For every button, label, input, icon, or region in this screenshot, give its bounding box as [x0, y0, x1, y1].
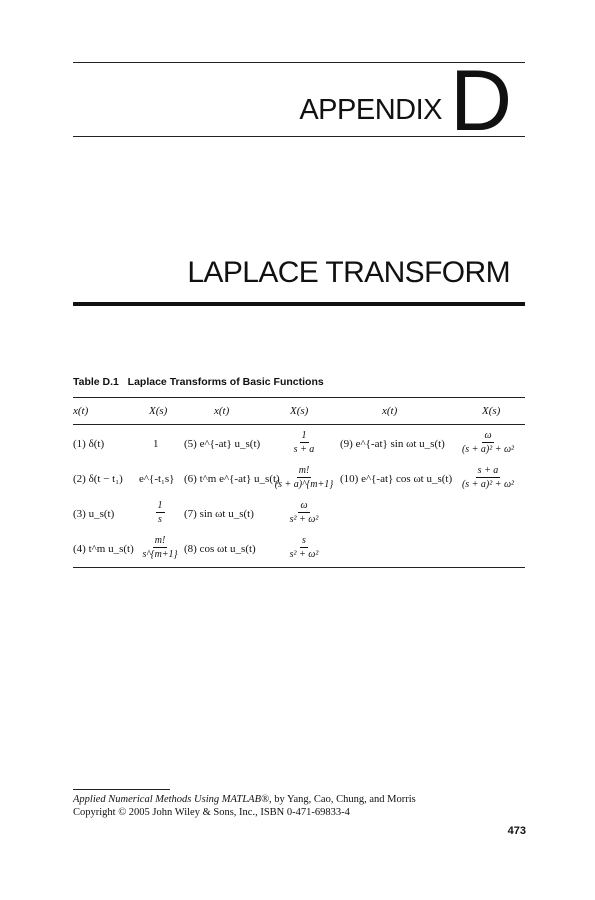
table-header-rule — [73, 424, 525, 425]
transform-9-function: (9) e^{-at} sin ωt u_s(t) — [340, 438, 445, 450]
table-row-2 — [73, 463, 525, 499]
appendix-label: APPENDIX — [299, 94, 442, 126]
transform-8-numerator: s — [302, 535, 306, 546]
transform-7-function: (7) sin ωt u_s(t) — [184, 508, 254, 520]
transform-10-result — [451, 464, 525, 491]
table-row-4 — [73, 533, 525, 569]
chapter-title: LAPLACE TRANSFORM — [187, 256, 510, 289]
transform-8-function: (8) cos ωt u_s(t) — [184, 543, 256, 555]
transform-2-result: e^{-t₁s} — [139, 473, 175, 485]
transform-4-result — [141, 534, 179, 561]
transform-8-denominator: s² + ω² — [289, 549, 319, 560]
header-xs-2: X(s) — [290, 405, 309, 417]
transform-7-result — [271, 499, 337, 526]
footnote — [73, 793, 525, 819]
title-rule — [73, 302, 525, 306]
transform-10-numerator: s + a — [477, 465, 499, 476]
table-caption — [73, 376, 523, 388]
transform-2-function: (2) δ(t − t₁) — [73, 473, 123, 485]
footnote-citation — [73, 793, 525, 806]
book-title: Applied Numerical Methods Using MATLAB® — [73, 794, 269, 805]
table-row-3 — [73, 498, 525, 534]
transform-5-function: (5) e^{-at} u_s(t) — [184, 438, 261, 450]
table-caption-number: Table D.1 — [73, 376, 119, 388]
transform-4-numerator: m! — [154, 535, 166, 546]
table-row-1 — [73, 428, 525, 464]
transform-1-result: 1 — [153, 438, 159, 450]
header-xt-2: x(t) — [214, 405, 230, 417]
appendix-letter: D — [450, 53, 513, 149]
transform-3-denominator: s — [158, 514, 162, 525]
transform-10-denominator: (s + a)² + ω² — [461, 479, 515, 490]
transform-4-function: (4) t^m u_s(t) — [73, 543, 134, 555]
transform-1-function: (1) δ(t) — [73, 438, 105, 450]
transform-6-numerator: m! — [298, 465, 310, 476]
transform-6-denominator: (s + a)^{m+1} — [274, 479, 334, 490]
header-xt-1: x(t) — [73, 405, 89, 417]
transform-5-result — [271, 429, 337, 456]
transform-3-function: (3) u_s(t) — [73, 508, 115, 520]
transform-9-numerator: ω — [484, 430, 492, 441]
transform-4-denominator: s^{m+1} — [142, 549, 178, 560]
transform-3-numerator: 1 — [157, 500, 163, 511]
transform-7-numerator: ω — [300, 500, 308, 511]
transform-7-denominator: s² + ω² — [289, 514, 319, 525]
header-xs-3: X(s) — [482, 405, 501, 417]
transform-9-result — [451, 429, 525, 456]
transform-8-result — [271, 534, 337, 561]
copyright-line: Copyright © 2005 John Wiley & Sons, Inc., ISBN 0-471-69833-4 — [73, 807, 350, 818]
table-top-rule — [73, 397, 525, 398]
transform-5-denominator: s + a — [293, 444, 315, 455]
transform-3-result — [148, 499, 172, 526]
page-number: 473 — [507, 825, 526, 837]
appendix-rule — [73, 136, 525, 137]
header-xt-3: x(t) — [382, 405, 398, 417]
table-bottom-rule — [73, 567, 525, 568]
table-caption-title: Laplace Transforms of Basic Functions — [127, 376, 324, 388]
transform-9-denominator: (s + a)² + ω² — [461, 444, 515, 455]
footnote-rule — [73, 789, 170, 790]
book-authors: , by Yang, Cao, Chung, and Morris — [269, 794, 416, 805]
transform-6-function: (6) t^m e^{-at} u_s(t) — [184, 473, 280, 485]
transform-10-function: (10) e^{-at} cos ωt u_s(t) — [340, 473, 453, 485]
header-xs-1: X(s) — [149, 405, 168, 417]
transform-5-numerator: 1 — [301, 430, 307, 441]
transform-6-result — [271, 464, 337, 491]
